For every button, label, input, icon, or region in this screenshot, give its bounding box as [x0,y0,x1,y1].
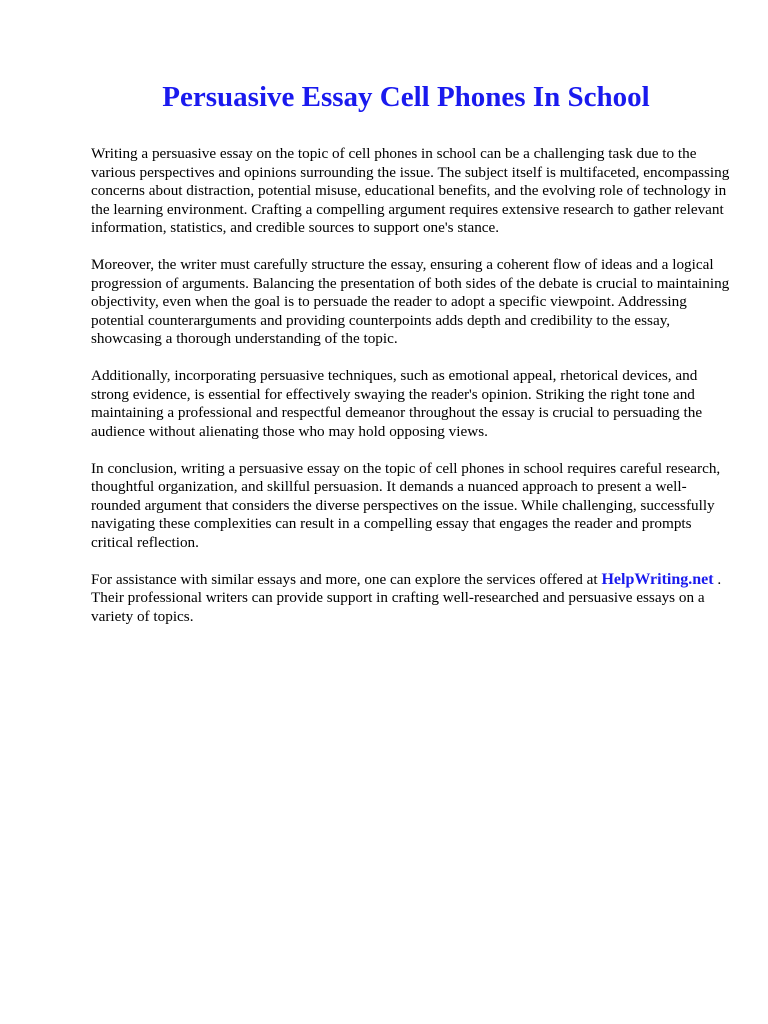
paragraph-4: In conclusion, writing a persuasive essay on the topic of cell phones in school requires careful research, thoughtful organization, and skillful persuasion. It demands a nuanced approach to present a well-rounded argument that considers the diverse perspectives on the issue. While challenging, successfully navigating these complexities can result in a compelling essay that engages the reader and prompts critical reflection. [91,459,721,551]
paragraph-1: Writing a persuasive essay on the topic of cell phones in school can be a challenging task due to the various perspectives and opinions surrounding the issue. The subject itself is multifaceted, encompassing concerns about distraction, potential misuse, educational benefits, and the evolving role of technology in the learning environment. Crafting a compelling argument requires extensive research to gather relevant information, statistics, and credible sources to support one's stance. [91,145,730,236]
paragraph-2: Moreover, the writer must carefully structure the essay, ensuring a coherent flow of ideas and a logical progression of arguments. Balancing the presentation of both sides of the debate is crucial to maintaining objectivity, even when the goal is to persuade the reader to adopt a specific viewpoint. Addressing potential counterarguments and providing counterpoints adds depth and credibility to the essay, showcasing a thorough understanding of the topic. [91,256,730,347]
essay-body [91,145,731,645]
helpwriting-link[interactable]: HelpWriting.net [601,570,714,588]
paragraph-3: Additionally, incorporating persuasive techniques, such as emotional appeal, rhetorical devices, and strong evidence, is essential for effectively swaying the reader's opinion. Striking the right tone and maintaining a professional and respectful demeanor throughout the essay is crucial to persuading the audience without alienating those who may hold opposing views. [91,367,703,440]
closing-text-after: . Their professional writers can provide support in crafting well-researched and persuasive essays on a variety of topics. [91,570,722,625]
page-title: Persuasive Essay Cell Phones In School [162,81,650,113]
closing-paragraph [91,571,731,627]
closing-text-before: For assistance with similar essays and more, one can explore the services offered at [91,570,602,588]
